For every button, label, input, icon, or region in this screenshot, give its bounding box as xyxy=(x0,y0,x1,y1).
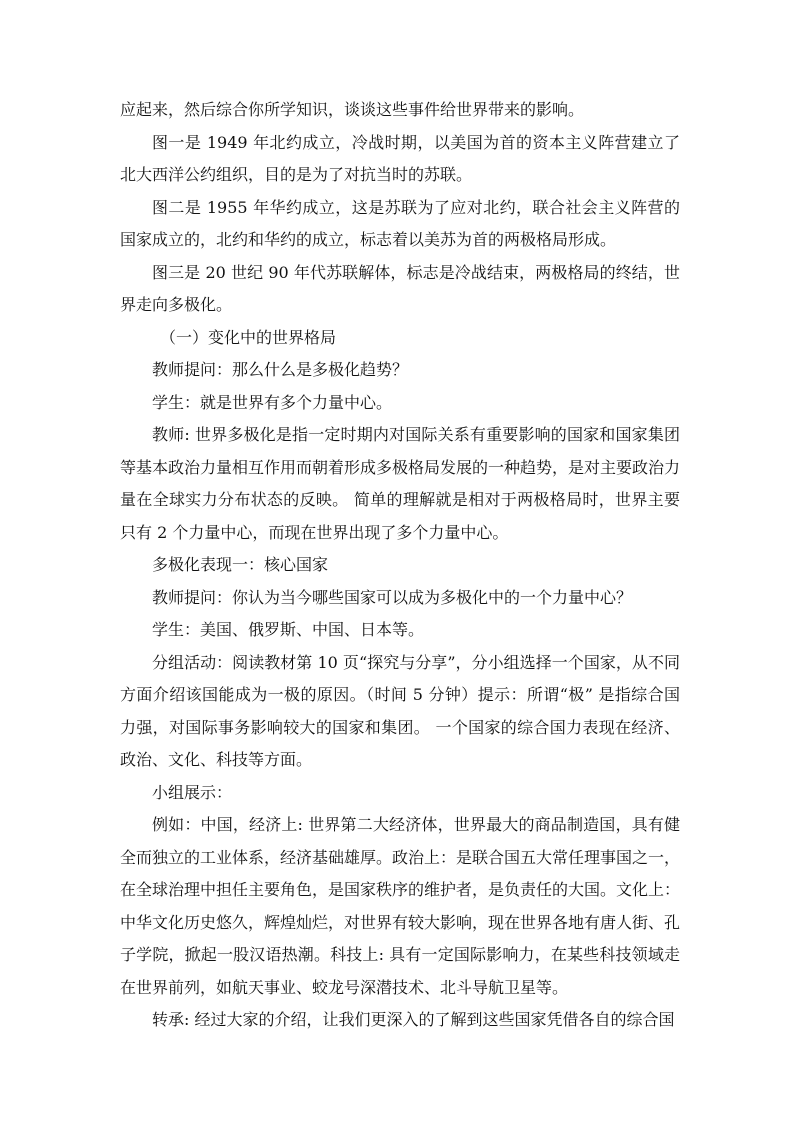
paragraph-student-answer-1: 学生：就是世界有多个力量中心。 xyxy=(152,392,393,412)
document-body xyxy=(120,94,680,1037)
paragraph-example-china: 例如：中国，经济上: 世界第二大经济体，世界最大的商品制造国，具有健全而独立的工业体系，经济基础雄厚。政治上：是联合国五大常任理事国之一，在全球治理中担任主要角色，是国家秩序的维护者，是负责任的大国。文化上：中华文化历史悠久，辉煌灿烂，对世界有较大影响，现在世界各地有唐人街、孔子学院，掀起一股汉语热潮。科技上: 具有一定国际影响力，在某些科技领域走在世界前列，如航天事业、蛟龙号深潜技术、北斗导航卫星等。 xyxy=(120,815,681,997)
paragraph-teacher-question-1: 教师提问：那么什么是多极化趋势？ xyxy=(152,360,409,379)
paragraph-continuation: 应起来，然后综合你所学知识，谈谈这些事件给世界带来的影响。 xyxy=(120,100,585,119)
paragraph-subheading-core-countries: 多极化表现一：核心国家 xyxy=(152,555,329,574)
paragraph-warsaw-pact: 图二是 1955 年华约成立，这是苏联为了应对北约，联合社会主义阵营的国家成立的，北约和华约的成立，标志着以美苏为首的两极格局形成。 xyxy=(120,197,680,249)
paragraph-nato: 图一是 1949 年北约成立，冷战时期，以美国为首的资本主义阵营建立了北大西洋公约组织，目的是为了对抗当时的苏联。 xyxy=(120,132,680,184)
paragraph-teacher-question-2: 教师提问：你认为当今哪些国家可以成为多极化中的一个力量中心？ xyxy=(152,587,633,607)
section-heading: （一）变化中的世界格局 xyxy=(160,327,337,347)
paragraph-teacher-explanation: 教师: 世界多极化是指一定时期内对国际关系有重要影响的国家和国家集团等基本政治力量相互作用而朝着形成多极格局发展的一种趋势，是对主要政治力量在全球实力分布状态的反映。 简单的理解就是相对于两极格局时，世界主要只有 2 个力量中心，而现在世界出现了多个力量中心。 xyxy=(120,425,681,542)
paragraph-group-presentation: 小组展示： xyxy=(152,782,233,802)
paragraph-student-answer-2: 学生：美国、俄罗斯、中国、日本等。 xyxy=(152,620,425,639)
paragraph-soviet-dissolution: 图三是 20 世纪 90 年代苏联解体，标志是冷战结束，两极格局的终结，世界走向多极化。 xyxy=(120,262,680,314)
paragraph-group-activity: 分组活动：阅读教材第 10 页“探究与分享”，分小组选择一个国家，从不同方面介绍该国能成为一极的原因。（时间 5 分钟）提示：所谓“极” 是指综合国力强，对国际事务影响较大的国家和集团。 一个国家的综合国力表现在经济、政治、文化、科技等方面。 xyxy=(120,652,680,769)
paragraph-transition: 转承: 经过大家的介绍，让我们更深入的了解到这些国家凭借各自的综合国 xyxy=(152,1010,675,1029)
